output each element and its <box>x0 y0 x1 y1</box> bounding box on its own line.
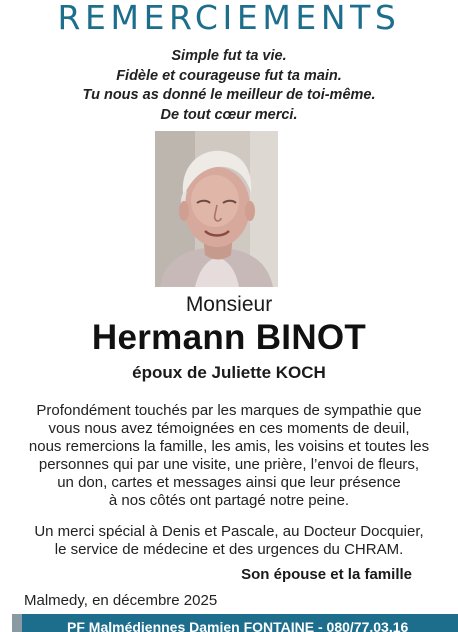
portrait-photo <box>155 131 278 287</box>
poem <box>0 47 458 125</box>
poem-line: Tu nous as donné le meilleur de toi-même. <box>82 87 376 103</box>
thanks-message <box>0 402 458 510</box>
message-line: Profondément touchés par les marques de sympathie que <box>36 402 422 419</box>
poem-line: De tout cœur merci. <box>160 106 298 123</box>
footer-edge <box>12 614 22 632</box>
signature: Son épouse et la famille <box>241 566 412 583</box>
poem-line: Fidèle et courageuse fut ta main. <box>116 67 342 84</box>
funeral-home-contact: PF Malmédiennes Damien FONTAINE - 080/77.03.16 <box>67 619 409 632</box>
spouse-line: époux de Juliette KOCH <box>132 363 326 382</box>
message-line: un don, cartes et messages ainsi que leur présence <box>57 474 401 491</box>
page-title: REMERCIEMENTS <box>57 0 401 37</box>
place-date: Malmedy, en décembre 2025 <box>24 592 218 609</box>
deceased-civility: Monsieur <box>185 293 273 316</box>
portrait-illustration <box>155 131 278 287</box>
poem-line: Simple fut ta vie. <box>171 48 287 64</box>
special-thanks <box>0 523 458 559</box>
message-line: vous nous avez témoignées en ces moments de deuil, <box>48 420 410 437</box>
thanks-line: le service de médecine et des urgences du CHRAM. <box>54 541 404 558</box>
message-line: personnes qui par une visite, une prière, l’envoi de fleurs, <box>38 456 420 473</box>
thanks-line: Un merci spécial à Denis et Pascale, au Docteur Docquier, <box>34 523 424 540</box>
deceased-name: Hermann BINOT <box>91 318 367 357</box>
footer-bar <box>12 614 458 632</box>
message-line: à nos côtés ont partagé notre peine. <box>108 492 350 509</box>
message-line: nous remercions la famille, les amis, les voisins et toutes les <box>28 438 430 455</box>
